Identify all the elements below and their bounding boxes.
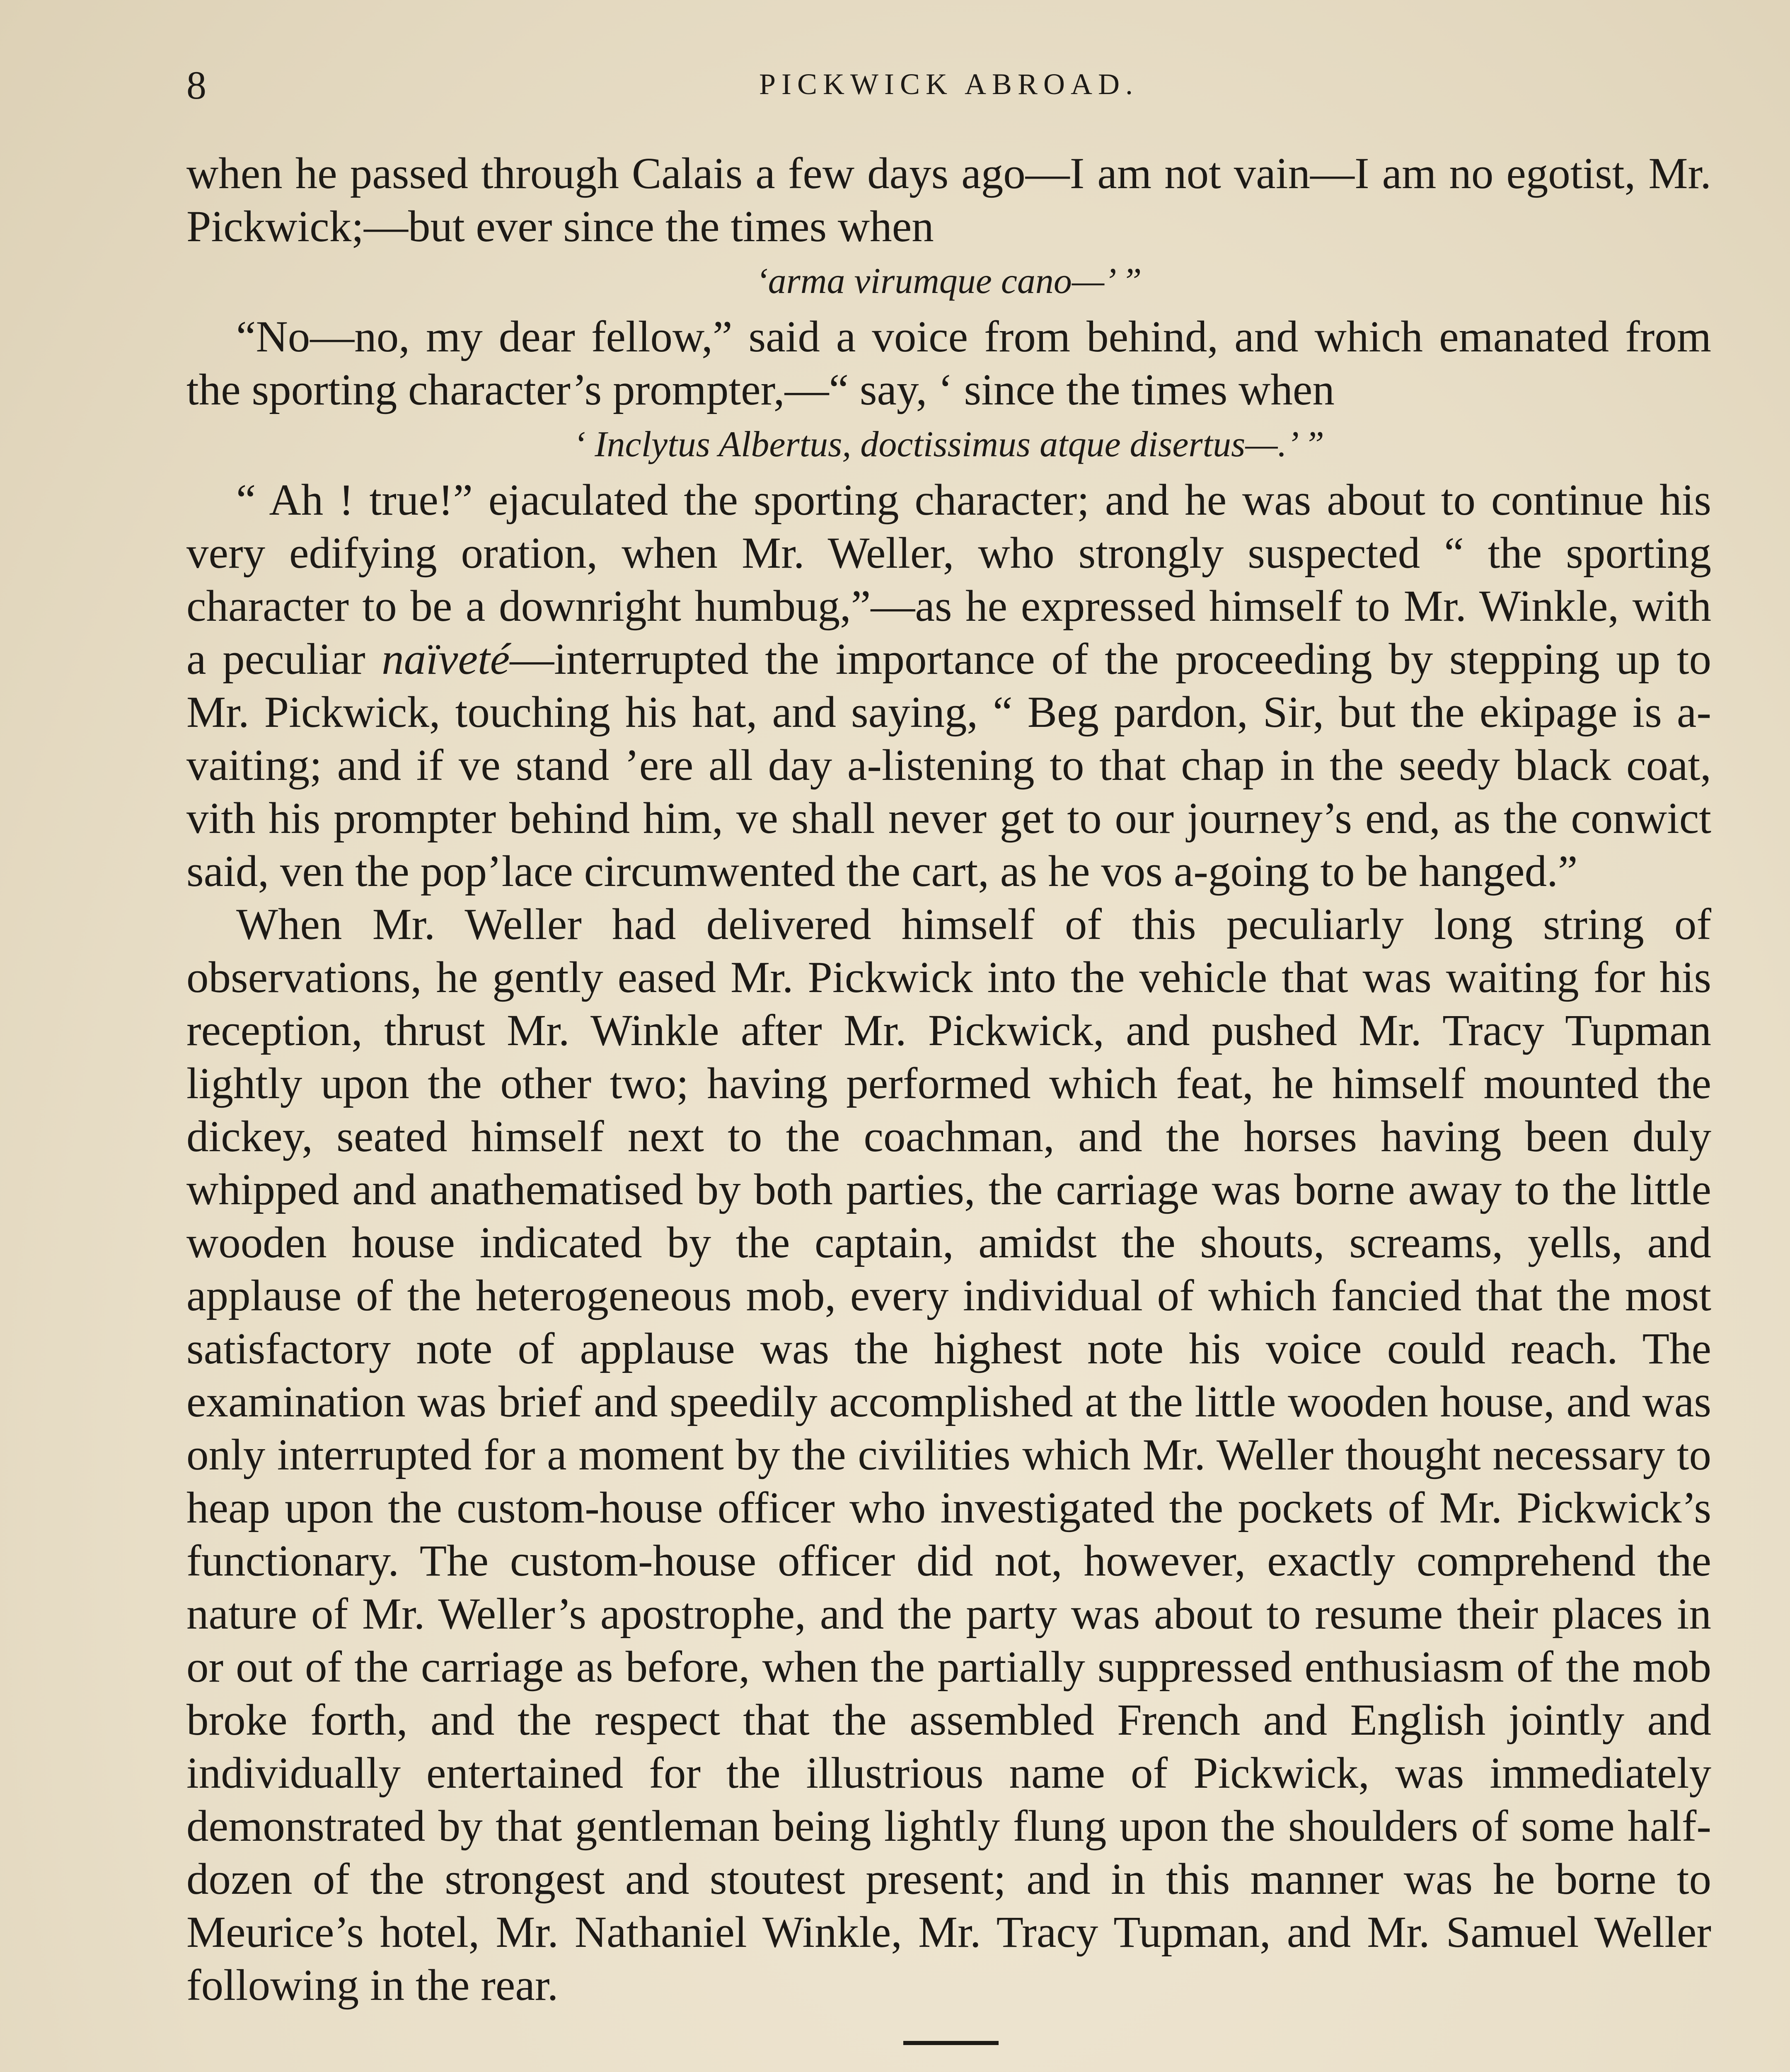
latin-quote-2: ‘ Inclytus Albertus, doctissimus atque disertus—.’ ” <box>573 424 1325 465</box>
paragraph-1: when he passed through Calais a few days ago—I am not vain—I am no egotist, Mr. Pickwick;—but ever since the times when <box>186 149 1711 251</box>
page-header <box>186 62 1711 116</box>
page-number: 8 <box>186 63 206 107</box>
paragraph-3-text-a: “ Ah ! true!” ejaculated the sporting character; and he was about to continue his very edifying oration, when Mr. Weller, who strongly suspected “ the sporting character to be a downright humbug,”—as he expressed himself to Mr. Winkle, with a peculiar <box>186 476 1711 684</box>
paragraph-2: “No—no, my dear fellow,” said a voice from behind, and which emanated from the sporting character’s prompter,—“ say, ‘ since the times when <box>186 312 1711 414</box>
running-head: PICKWICK ABROAD. <box>759 68 1139 101</box>
paragraph-3 <box>186 474 1711 898</box>
latin-quote-1: ‘arma virumque cano—’ ” <box>756 261 1142 301</box>
paragraph-4: When Mr. Weller had delivered himself of this peculiarly long string of observations, he gently eased Mr. Pickwick into the vehicle that was waiting for his reception, thrust Mr. Winkle after Mr. Pickwick, and pushed Mr. Tracy Tupman lightly upon the other two; having performed which feat, he himself mounted the dickey, seated himself next to the coachman, and the horses having been duly whipped and anathematised by both parties, the carriage was borne away to the little wooden house indicated by the captain, amidst the shouts, screams, yells, and applause of the heterogeneous mob, every individual of which fancied that the most satisfactory note of applause was the highest note his voice could reach. The examination was brief and speedily accomplished at the little wooden house, and was only interrupted for a moment by the civilities which Mr. Weller thought necessary to heap upon the custom-house officer who investigated the pockets of Mr. Pickwick’s functionary. The custom-house officer did not, however, exactly comprehend the nature of Mr. Weller’s apostrophe, and the party was about to resume their places in or out of the carriage as before, when the partially suppressed enthusiasm of the mob broke forth, and the respect that the assembled French and English jointly and individually entertained for the illustrious name of Pickwick, was immediately demonstrated by that gentleman being lightly flung upon the shoulders of some half-dozen of the strongest and stoutest present; and in this manner was he borne to Meurice’s hotel, Mr. Nathaniel Winkle, Mr. Tracy Tupman, and Mr. Samuel Weller following in the rear. <box>186 900 1711 2010</box>
paragraph-3-italic: naïveté <box>382 635 510 684</box>
body-text <box>186 147 1711 2072</box>
section-divider <box>186 2012 1711 2072</box>
paragraph-3-text-b: —interrupted the importance of the proceeding by stepping up to Mr. Pickwick, touching his hat, and saying, “ Beg pardon, Sir, but the ekipage is a-vaiting; and if ve stand ’ere all day a-listening to that chap in the seedy black coat, vith his prompter behind him, ve shall never get to our journey’s end, as the conwict said, ven the pop’lace circumwented the cart, as he vos a-going to be hanged.” <box>186 635 1711 896</box>
divider-rule <box>903 2041 999 2045</box>
